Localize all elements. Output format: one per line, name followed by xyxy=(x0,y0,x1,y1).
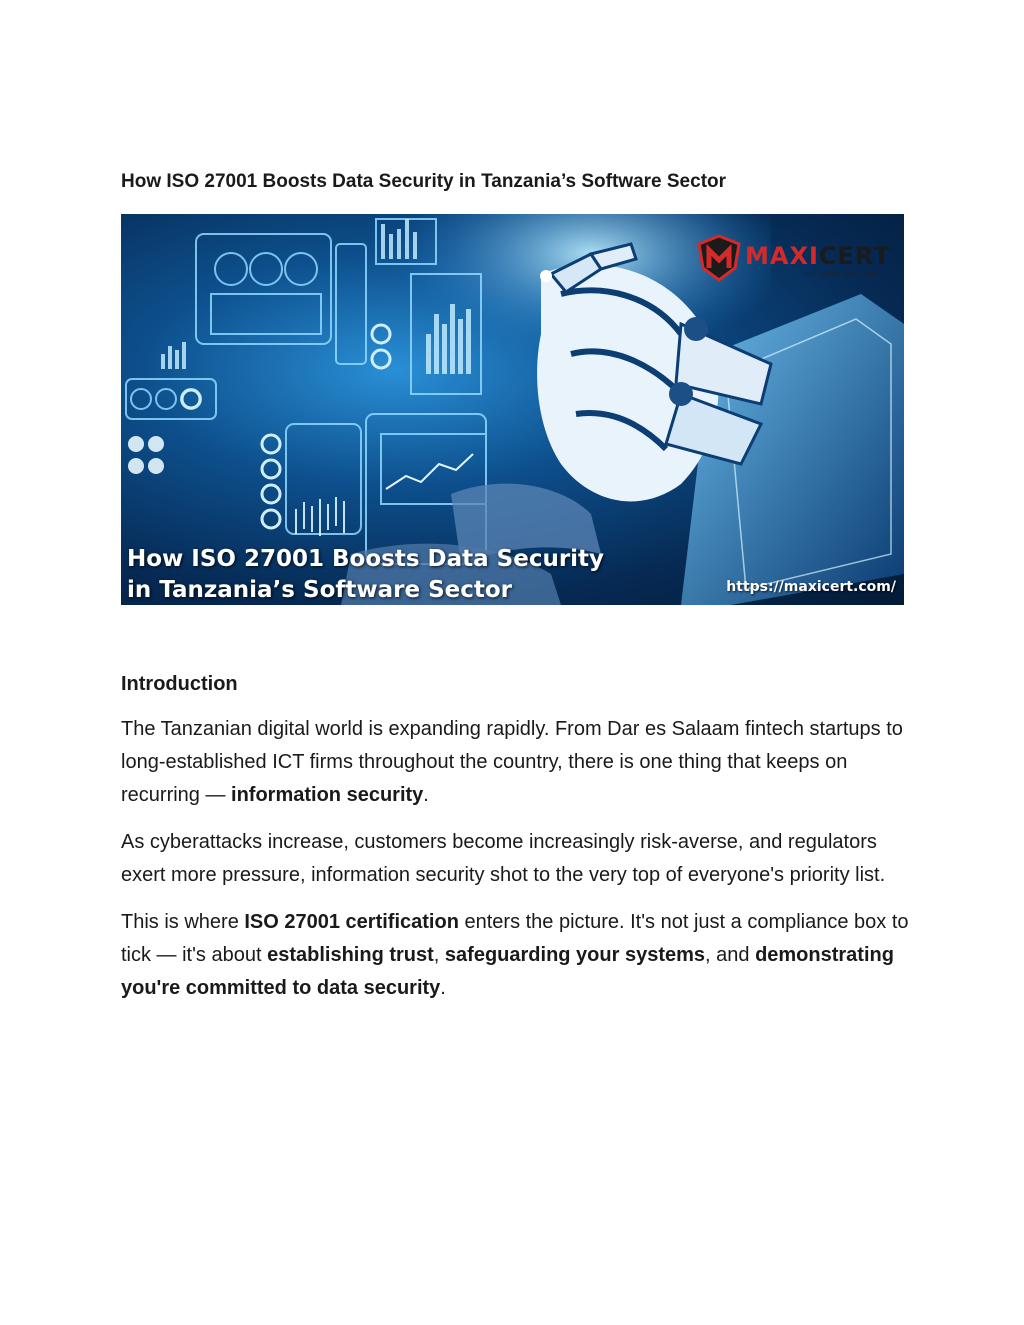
paragraph-3 xyxy=(121,906,911,1005)
paragraph-1-bold: information security xyxy=(231,784,424,806)
hero-caption xyxy=(127,544,604,605)
paragraph-2: As cyberattacks increase, customers become increasingly risk-averse, and regulators exert more pressure, information security shot to the very top of everyone's priority list. xyxy=(121,831,886,886)
logo-tagline: ENTERPRISE SOLUTIONS xyxy=(803,272,878,278)
shield-logo-icon xyxy=(695,234,743,282)
paragraph-1-end: . xyxy=(423,784,429,806)
article-body xyxy=(121,668,911,1019)
hero-image xyxy=(121,214,904,605)
paragraph-3-text-5: . xyxy=(440,977,446,999)
paragraph-1-text: The Tanzanian digital world is expanding rapidly. From Dar es Salaam fintech startups to long-established ICT firms throughout the country, there is one thing that keeps on recurring — xyxy=(121,718,903,806)
paragraph-3-text-3: , xyxy=(433,944,445,966)
paragraph-3-text-2: enters the picture. It's not just a compliance box to tick — it's about xyxy=(121,911,909,966)
hero-url: https://maxicert.com/ xyxy=(726,579,896,595)
section-heading: Introduction xyxy=(121,673,238,695)
paragraph-3-text-1: This is where xyxy=(121,911,245,933)
logo-text: MAXICERT xyxy=(745,242,891,270)
paragraph-3-bold-3: safeguarding your systems xyxy=(444,944,706,966)
maxicert-logo xyxy=(693,232,891,290)
paragraph-1 xyxy=(121,713,911,812)
hero-caption-line-1: How ISO 27001 Boosts Data Security xyxy=(127,546,605,572)
hero-caption-line-2: in Tanzania’s Software Sector xyxy=(127,577,513,603)
page-title: How ISO 27001 Boosts Data Security in Tanzania’s Software Sector xyxy=(121,171,727,192)
paragraph-3-bold-2: establishing trust xyxy=(267,944,434,966)
paragraph-3-text-4: , and xyxy=(705,944,756,966)
paragraph-3-bold-1: ISO 27001 certification xyxy=(244,911,459,933)
paragraph-3-bold-4: demonstrating you're committed to data security xyxy=(121,944,894,999)
